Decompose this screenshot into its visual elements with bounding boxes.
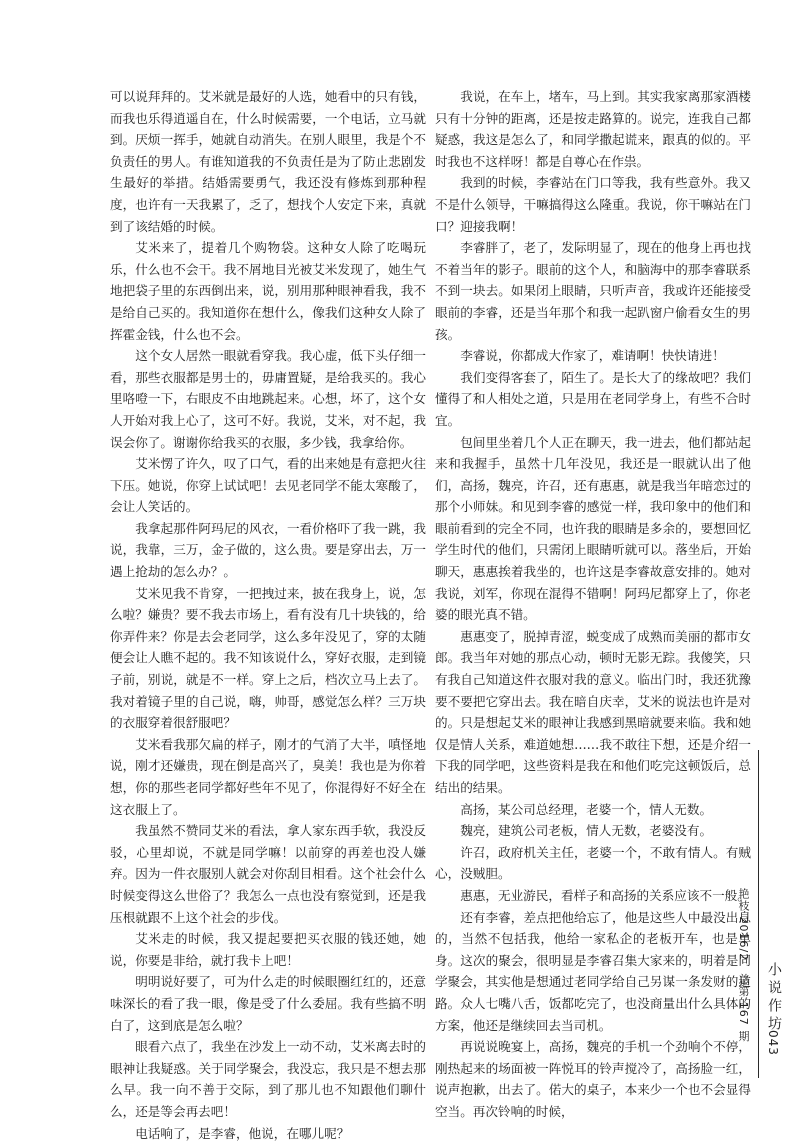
paragraph: 明明说好要了，可为什么走的时候眼圈红红的，还意味深长的看了我一眼，像是受了什么委屈。我有些搞不明白了，这到底是怎么啦？	[110, 971, 426, 1036]
paragraph: 艾米走的时候，我又提起要把买衣服的钱还她，她说，你要是非给，就打我卡上吧！	[110, 928, 426, 971]
paragraph: 艾米来了，提着几个购物袋。这种女人除了吃喝玩乐，什么也不会干。我不屑地目光被艾米发现了，她生气地把袋子里的东西倒出来，说，别用那种眼神看我，我不是给自己买的。我知道你在想什么，像我们这种女人除了挥霍金钱，什么也不会。	[110, 237, 426, 345]
paragraph: 艾米愣了许久，叹了口气，看的出来她是有意把火往下压。她说，你穿上试试吧！去见老同学不能太寒酸了，会让人笑话的。	[110, 453, 426, 518]
paragraph: 艾米见我不肯穿，一把拽过来，披在我身上，说，怎么啦？嫌贵？要不我去市场上，看有没有几十块钱的，给你弄件来？你是去会老同学，这么多年没见了，穿的太随便会让人瞧不起的。我不知该说什么，穿好衣服，走到镜子前，别说，就是不一样。穿上之后，档次立马上去了。我对着镜子里的自己说，嗨，帅哥，感觉怎么样？三万块的衣服穿着很舒服吧？	[110, 583, 426, 734]
journal-issue-info: 艳枝 2016/2 总第 167 期	[735, 888, 751, 1042]
paragraph: 可以说拜拜的。艾米就是最好的人选，她看中的只有钱，而我也乐得逍遥自在，什么时候需要，一个电话，立马就到。厌烦一挥手，她就自动消失。在别人眼里，我是个不负责任的男人。有谁知道我的不负责任是为了防止悲剧发生最好的举措。结婚需要勇气，我还没有修炼到那种程度，也许有一天我累了，乏了，想找个人安定下来，真就到了该结婚的时候。	[110, 86, 426, 237]
paragraph: 还有李睿，差点把他给忘了，他是这些人中最没出息的，当然不包括我，他给一家私企的老板开车，也是单身。这次的聚会，很明显是李睿召集大家来的，明着是同学聚会，其实他是想通过老同学给自己另谋一条发财的道路。众人七嘴八舌，饭都吃完了，也没商量出什么具体的方案，他还是继续回去当司机。	[435, 907, 751, 1037]
paragraph: 再说说晚宴上，高扬，魏亮的手机一个劲响个不停，刚热起来的场面被一阵悦耳的铃声搅冷了，高扬脸一红，说声抱歉，出去了。偌大的桌子，本来少一个也不会显得空当。再次铃响的时候，	[435, 1036, 751, 1122]
paragraph: 我拿起那件阿玛尼的风衣，一看价格吓了我一跳，我说，我靠，三万，金子做的，这么贵。要是穿出去，万一遇上抢劫的怎么办？。	[110, 518, 426, 583]
paragraph: 许召，政府机关主任，老婆一个，不敢有情人。有贼心，没贼胆。	[435, 842, 751, 885]
page-number: 043	[766, 1030, 780, 1056]
paragraph: 李睿胖了，老了，发际明显了，现在的他身上再也找不着当年的影子。眼前的这个人，和脑海中的那李睿联系不到一块去。如果闭上眼睛，只听声音，我或许还能接受眼前的李睿，还是当年那个和我一起趴窗户偷看女生的男孩。	[435, 237, 751, 345]
paragraph: 我说，在车上，堵车，马上到。其实我家离那家酒楼只有十分钟的距离，还是按走路算的。说完，连我自己都疑惑，我这是怎么了，和同学撒起谎来，跟真的似的。平时我也不这样呀！都是自尊心在作祟。	[435, 86, 751, 172]
paragraph: 眼看六点了，我坐在沙发上一动不动，艾米离去时的眼神让我疑惑。关于同学聚会，我没忘，我只是不想去那么早。我一向不善于交际，到了那儿也不知跟他们聊什么，还是等会再去吧！	[110, 1036, 426, 1122]
paragraph: 我到的时候，李睿站在门口等我，我有些意外。我又不是什么领导，干嘛搞得这么隆重。我说，你干嘛站在门口？迎接我啊！	[435, 172, 751, 237]
left-text-column	[110, 86, 426, 1144]
paragraph: 惠惠变了，脱掉青涩，蜕变成了成熟而美丽的都市女郎。我当年对她的那点心动，顿时无影无踪。我傻笑，只有我自己知道这件衣服对我的意义。临出门时，我还犹豫要不要把它穿出去。我在暗自庆幸，艾米的说法也许是对的。只是想起艾米的眼神让我感到黑暗就要来临。我和她仅是情人关系，难道她想……我不敢往下想，还是介绍一下我的同学吧，这些资料是我在和他们吃完这顿饭后，总结出的结果。	[435, 626, 751, 799]
section-title: 小说作坊	[764, 962, 784, 1034]
paragraph: 高扬，某公司总经理，老婆一个，情人无数。	[435, 799, 751, 821]
sidebar-rule	[758, 750, 759, 1078]
paragraph: 这个女人居然一眼就看穿我。我心虚，低下头仔细一看，那些衣服都是男士的，毋庸置疑，是给我买的。我心里咯噔一下，右眼皮不由地跳起来。心想，坏了，这个女人开始对我上心了，这可不好。我说，艾米，对不起，我误会你了。谢谢你给我买的衣服，多少钱，我拿给你。	[110, 345, 426, 453]
paragraph: 艾米看我那欠扁的样子，刚才的气消了大半，嗔怪地说，刚才还嫌贵，现在倒是高兴了，臭美！我也是为你着想，你的那些老同学都好些年不见了，你混得好不好全在这衣服上了。	[110, 734, 426, 820]
paragraph: 我虽然不赞同艾米的看法，拿人家东西手软，我没反驳，心里却说，不就是同学嘛！以前穿的再差也没人嫌弃。因为一件衣服别人就会对你刮目相看。这个社会什么时候变得这么世俗了？我怎么一点也没有察觉到，还是我压根就跟不上这个社会的步伐。	[110, 820, 426, 928]
paragraph: 李睿说，你都成大作家了，难请啊！快快请进！	[435, 345, 751, 367]
paragraph: 包间里坐着几个人正在聊天，我一进去，他们都站起来和我握手，虽然十几年没见，我还是一眼就认出了他们，高扬，魏亮，许召，还有惠惠，就是我当年暗恋过的那个小师妹。和见到李睿的感觉一样，我印象中的他们和眼前看到的完全不同，也许我的眼睛是多余的，要想回忆学生时代的他们，只需闭上眼睛听就可以。落坐后，开始聊天，惠惠挨着我坐的，也许这是李睿故意安排的。她对我说，刘军，你现在混得不错啊！阿玛尼都穿上了，你老婆的眼光真不错。	[435, 432, 751, 626]
paragraph: 惠惠，无业游民，看样子和高扬的关系应该不一般。	[435, 885, 751, 907]
paragraph: 魏亮，建筑公司老板，情人无数，老婆没有。	[435, 820, 751, 842]
right-text-column	[435, 86, 751, 1123]
paragraph: 电话响了，是李睿，他说，在哪儿呢？	[110, 1123, 426, 1144]
paragraph: 我们变得客套了，陌生了。是长大了的缘故吧？我们懂得了和人相处之道，只是用在老同学身上，有些不合时宜。	[435, 367, 751, 432]
